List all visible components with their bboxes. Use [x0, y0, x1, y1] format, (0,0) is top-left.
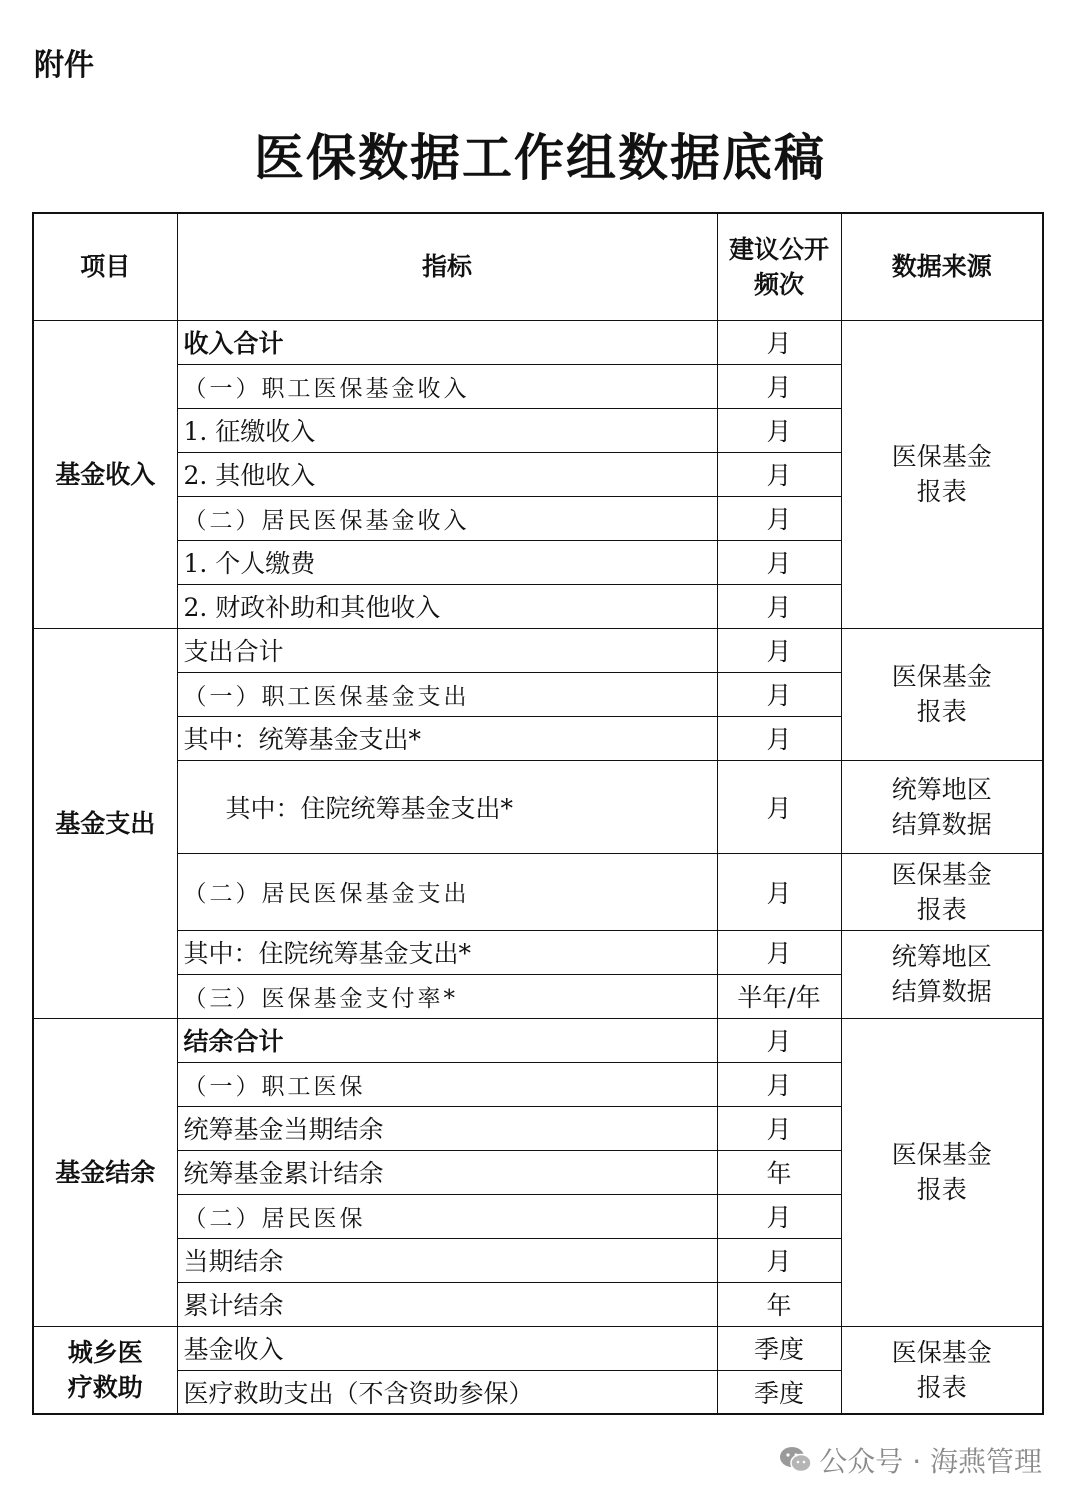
indicator-cell: 支出合计 [177, 628, 717, 672]
indicator-cell: （二）居民医保 [177, 1194, 717, 1238]
source-cell: 医保基金报表 [841, 1326, 1043, 1414]
indicator-cell: 收入合计 [177, 320, 717, 364]
table-row [33, 320, 1043, 364]
indicator-cell: 1. 个人缴费 [177, 540, 717, 584]
attachment-label: 附件 [34, 48, 94, 83]
page-title: 医保数据工作组数据底稿 [254, 129, 826, 187]
frequency-cell: 月 [717, 1062, 841, 1106]
frequency-cell: 月 [717, 1018, 841, 1062]
category-medical-aid: 城乡医疗救助 [33, 1326, 177, 1414]
source-cell: 医保基金报表 [841, 628, 1043, 760]
indicator-cell: 2. 财政补助和其他收入 [177, 584, 717, 628]
source-cell: 医保基金报表 [841, 1018, 1043, 1326]
frequency-cell: 年 [717, 1282, 841, 1326]
indicator-cell: 其中：统筹基金支出* [177, 716, 717, 760]
indicator-cell: 其中：住院统筹基金支出* [177, 760, 717, 853]
frequency-cell: 月 [717, 760, 841, 853]
indicator-cell: （二）居民医保基金收入 [177, 496, 717, 540]
wechat-icon [779, 1446, 813, 1474]
frequency-cell: 月 [717, 716, 841, 760]
frequency-cell: 月 [717, 1238, 841, 1282]
indicator-cell: （一）职工医保基金收入 [177, 364, 717, 408]
frequency-cell: 月 [717, 1194, 841, 1238]
frequency-cell: 月 [717, 408, 841, 452]
frequency-cell: 月 [717, 853, 841, 930]
indicator-cell: 统筹基金累计结余 [177, 1150, 717, 1194]
header-frequency: 建议公开频次 [717, 213, 841, 320]
indicator-cell: 医疗救助支出（不含资助参保） [177, 1370, 717, 1414]
watermark [779, 1440, 1042, 1480]
header-item: 项目 [33, 213, 177, 320]
frequency-cell: 季度 [717, 1326, 841, 1370]
data-table [32, 212, 1044, 1415]
frequency-cell: 月 [717, 930, 841, 974]
indicator-cell: 累计结余 [177, 1282, 717, 1326]
indicator-cell: （二）居民医保基金支出 [177, 853, 717, 930]
frequency-cell: 季度 [717, 1370, 841, 1414]
source-cell: 医保基金报表 [841, 320, 1043, 628]
frequency-cell: 月 [717, 320, 841, 364]
indicator-cell: 1. 征缴收入 [177, 408, 717, 452]
table-row [33, 760, 1043, 853]
frequency-cell: 月 [717, 1106, 841, 1150]
source-cell: 统筹地区结算数据 [841, 760, 1043, 853]
frequency-cell: 月 [717, 584, 841, 628]
indicator-cell: （一）职工医保 [177, 1062, 717, 1106]
table-row [33, 1326, 1043, 1370]
header-indicator: 指标 [177, 213, 717, 320]
indicator-cell: 当期结余 [177, 1238, 717, 1282]
category-income: 基金收入 [33, 320, 177, 628]
frequency-cell: 半年/年 [717, 974, 841, 1018]
frequency-cell: 年 [717, 1150, 841, 1194]
header-row [33, 213, 1043, 320]
category-expense: 基金支出 [33, 628, 177, 1018]
category-balance: 基金结余 [33, 1018, 177, 1326]
indicator-cell: 统筹基金当期结余 [177, 1106, 717, 1150]
frequency-cell: 月 [717, 452, 841, 496]
table-row [33, 1018, 1043, 1062]
frequency-cell: 月 [717, 364, 841, 408]
indicator-cell: （三）医保基金支付率* [177, 974, 717, 1018]
indicator-cell: 2. 其他收入 [177, 452, 717, 496]
indicator-cell: 基金收入 [177, 1326, 717, 1370]
indicator-cell: 结余合计 [177, 1018, 717, 1062]
frequency-cell: 月 [717, 540, 841, 584]
watermark-text: 公众号 · 海燕管理 [819, 1445, 1042, 1478]
indicator-cell: （一）职工医保基金支出 [177, 672, 717, 716]
indicator-cell: 其中：住院统筹基金支出* [177, 930, 717, 974]
source-cell: 统筹地区结算数据 [841, 930, 1043, 1018]
frequency-cell: 月 [717, 496, 841, 540]
frequency-cell: 月 [717, 672, 841, 716]
table-row [33, 930, 1043, 974]
source-cell: 医保基金报表 [841, 853, 1043, 930]
table-row [33, 853, 1043, 930]
header-source: 数据来源 [841, 213, 1043, 320]
frequency-cell: 月 [717, 628, 841, 672]
table-row [33, 628, 1043, 672]
